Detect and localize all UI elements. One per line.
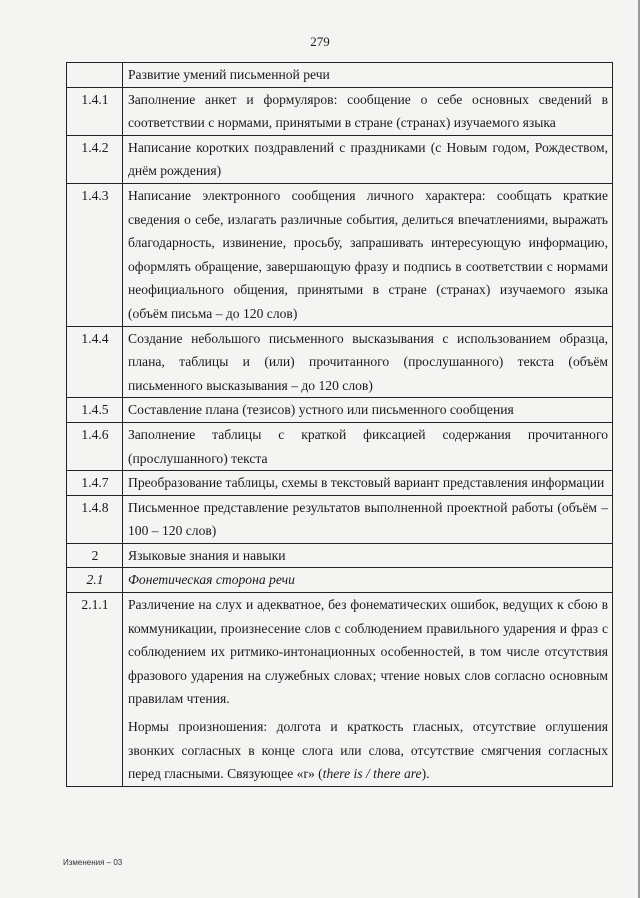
row-text: Заполнение анкет и формуляров: сообщение о себе основных сведений в соответствии с нормами, принятыми в стране (странах) изучаемого языка <box>123 87 613 135</box>
row-number: 2 <box>67 543 123 568</box>
row-number: 1.4.1 <box>67 87 123 135</box>
example-phrase: there is / there are <box>322 766 422 782</box>
row-text: Развитие умений письменной речи <box>123 63 613 88</box>
row-text <box>123 593 613 787</box>
table-row <box>67 398 613 423</box>
table-row <box>67 135 613 183</box>
table-row <box>67 593 613 787</box>
row-text: Создание небольшого письменного высказывания с использованием образца, плана, таблицы и (или) прочитанного (прослушанного) текста (объём письменного высказывания – до 120 слов) <box>123 326 613 398</box>
row-number: 1.4.3 <box>67 183 123 326</box>
row-text: Письменное представление результатов выполненной проектной работы (объём – 100 – 120 слов) <box>123 495 613 543</box>
table-row <box>67 422 613 470</box>
row-number: 2.1.1 <box>67 593 123 787</box>
row-text: Преобразование таблицы, схемы в текстовый вариант представления информации <box>123 471 613 496</box>
paragraph-text: Нормы произношения: долгота и краткость гласных, отсутствие оглушения звонких согласных в конце слога или слова, отсутствие смягчения согласных перед гласными. Связующее «r» ( <box>128 719 608 782</box>
row-number: 1.4.8 <box>67 495 123 543</box>
paragraph-end: ). <box>421 766 430 782</box>
table-row <box>67 471 613 496</box>
row-text: Фонетическая сторона речи <box>123 568 613 593</box>
curriculum-table <box>66 62 613 787</box>
row-number <box>67 63 123 88</box>
table-row <box>67 87 613 135</box>
row-text: Языковые знания и навыки <box>123 543 613 568</box>
table-row <box>67 63 613 88</box>
row-text: Заполнение таблицы с краткой фиксацией содержания прочитанного (прослушанного) текста <box>123 422 613 470</box>
row-text: Составление плана (тезисов) устного или письменного сообщения <box>123 398 613 423</box>
table-row <box>67 568 613 593</box>
row-text: Написание коротких поздравлений с праздниками (с Новым годом, Рождеством, днём рождения) <box>123 135 613 183</box>
row-text: Написание электронного сообщения личного характера: сообщать краткие сведения о себе, излагать различные события, делиться впечатлениями, выражать благодарность, извинение, просьбу, запрашивать интересующую информацию, оформлять обращение, завершающую фразу и подпись в соответствии с нормами неофициального общения, принятыми в стране (странах) изучаемого языка (объём письма – до 120 слов) <box>123 183 613 326</box>
table-row <box>67 495 613 543</box>
page-number: 279 <box>310 34 330 49</box>
row-number: 1.4.5 <box>67 398 123 423</box>
row-number: 1.4.6 <box>67 422 123 470</box>
row-number: 1.4.7 <box>67 471 123 496</box>
table-row <box>67 183 613 326</box>
paragraph <box>128 715 608 786</box>
footer-revision: Изменения – 03 <box>63 858 123 867</box>
row-number: 1.4.4 <box>67 326 123 398</box>
paragraph: Различение на слух и адекватное, без фонематических ошибок, ведущих к сбою в коммуникации, произнесение слов с соблюдением правильного ударения и фраз с соблюдением их ритмико-интонационных особенностей, в том числе отсутствия фразового ударения на служебных словах; чтение новых слов согласно основным правилам чтения. <box>128 597 608 707</box>
row-number: 2.1 <box>67 568 123 593</box>
table-row <box>67 326 613 398</box>
table-row <box>67 543 613 568</box>
row-number: 1.4.2 <box>67 135 123 183</box>
